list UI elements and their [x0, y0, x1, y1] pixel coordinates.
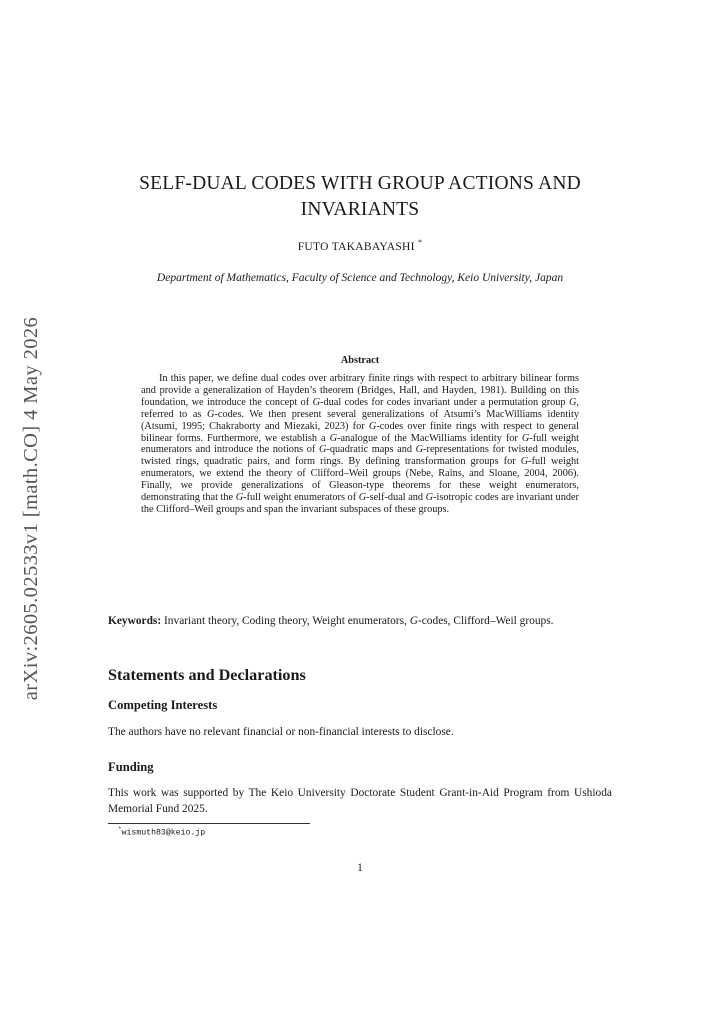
author-affiliation: Department of Mathematics, Faculty of Science and Technology, Keio University, Japan: [156, 272, 564, 284]
paper-title: SELF-DUAL CODES WITH GROUP ACTIONS AND INVARIANTS: [139, 173, 581, 220]
funding-text: This work was supported by The Keio University Doctorate Student Grant-in-Aid Program from Ushioda Memorial Fund 2025.: [108, 787, 612, 815]
abstract-text: In this paper, we define dual codes over arbitrary finite rings with respect to arbitrary bilinear forms and provide a generalization of Hayden’s theorem (Bridges, Hall, and Hayden, 1981). Building on this foundation, we introduce the concept of G-dual codes for codes invariant under a permutation group G, referred to as G-codes. We then present several generalizations of Atsumi’s MacWilliams identity (Atsumi, 1995; Chakraborty and Miezaki, 2023) for G-codes over finite rings with respect to general bilinear forms. Furthermore, we establish a G-analogue of the MacWilliams identity for G-full weight enumerators and introduce the notions of G-quadratic maps and G-representations for twisted modules, twisted rings, quadratic pairs, and form rings. By defining transformation groups for G-full weight enumerators, we extend the theory of Clifford–Weil groups (Nebe, Rains, and Sloane, 2004, 2006). Finally, we provide generalizations of Gleason-type theorems for these weight enumerators, demonstrating that the G-full weight enumerators of G-self-dual and G-isotropic codes are invariant under the Clifford–Weil groups and span the invariant subspaces of these groups.: [141, 373, 580, 515]
footnote-marker: *: [118, 826, 122, 833]
subsection-heading-funding: Funding: [108, 760, 154, 774]
keywords-paragraph: Keywords: Invariant theory, Coding theory, Weight enumerators, G-codes, Clifford–Weil groups.: [108, 615, 554, 627]
subsection-heading-competing-interests: Competing Interests: [108, 698, 218, 712]
page-number: 1: [357, 862, 363, 874]
keywords-label: Keywords:: [108, 615, 162, 627]
abstract-heading: Abstract: [340, 355, 380, 366]
arxiv-identifier-stamp: [14, 283, 50, 733]
author-line: [108, 238, 612, 253]
competing-interests-text: The authors have no relevant financial or non-financial interests to disclose.: [108, 726, 454, 738]
footnote-email[interactable]: wismuth83@keio.jp: [121, 828, 206, 838]
footnote: [118, 826, 205, 838]
author-footnote-marker[interactable]: *: [417, 238, 423, 247]
author-name: FUTO TAKABAYASHI: [297, 240, 415, 253]
arxiv-identifier-text: arXiv:2605.02533v1 [math.CO] 4 May 2026: [20, 316, 43, 700]
footnote-divider: [108, 823, 310, 824]
section-heading-statements: Statements and Declarations: [108, 666, 306, 684]
